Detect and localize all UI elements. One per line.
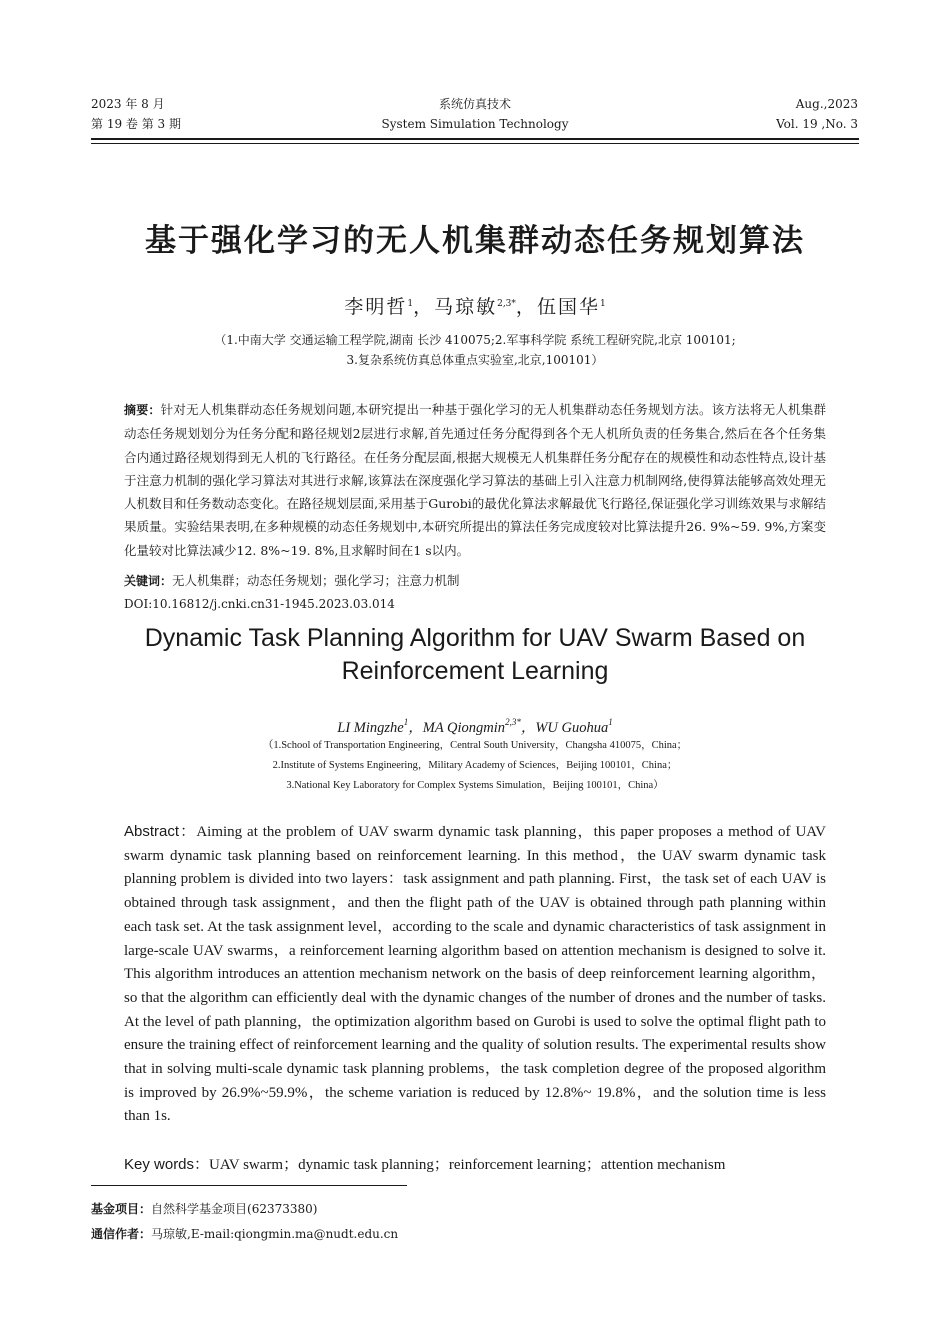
header-volume-en: Vol. 19 ,No. 3 [776, 117, 858, 131]
paper-title-en-line: Reinforcement Learning [341, 657, 609, 685]
journal-name-en: System Simulation Technology [381, 117, 569, 131]
footnote-fund [91, 1199, 317, 1219]
author-2-cn: 马琼敏 [434, 296, 498, 318]
author-1-cn: 李明哲 [344, 296, 408, 318]
abstract-en-text: Aiming at the problem of UAV swarm dynamic task planning，this paper proposes a method of UAV swarm dynamic task planning based on reinforcement learning. In this method，the UAV swarm dynamic task planning problem is divided into two layers：task assignment and path planning. First，the task set of each UAV is obtained through task assignment，and then the flight path of the UAV is obtained through path planning within each task set. At the task assignment level，according to the scale and dynamic characteristics of task assignment in large-scale UAV swarms，a reinforcement learning algorithm based on attention mechanism is designed to solve it. This algorithm introduces an attention mechanism network on the basis of deep reinforcement learning algorithm，so that the algorithm can efficiently deal with the dynamic changes of the number of drones and the number of tasks. At the level of path planning，the optimization algorithm based on Gurobi is used to solve the optimal flight path to ensure the training effect of reinforcement learning and the quality of solution results. The experimental results show that in solving multi-scale dynamic task planning problems，the task completion degree of the proposed algorithm is improved by 26.9%~59.9%，the scheme variation is reduced by 12.8%~ 19.8%，and the solution time is less than 1s. [124, 824, 827, 1125]
affiliations-cn [100, 330, 850, 370]
paper-title-en [70, 622, 880, 688]
affiliation-cn-line: 3.复杂系统仿真总体重点实验室,北京,100101） [346, 353, 604, 367]
author-1-cn-sup: 1 [407, 299, 414, 309]
author-2-cn-sup: 2,3* [497, 299, 516, 309]
abstract-cn-label: 摘要： [124, 403, 161, 417]
keywords-en-label: Key words： [124, 1156, 210, 1173]
keywords-cn-text: 无人机集群；动态任务规划；强化学习；注意力机制 [172, 573, 460, 588]
header-rule-thin [91, 143, 859, 144]
keywords-en [124, 1153, 826, 1177]
author-3-en-sup: 1 [608, 717, 613, 727]
author-sep: ， [520, 720, 536, 736]
header-rule-thick [91, 138, 859, 140]
fund-text: 自然科学基金项目(62373380) [151, 1202, 318, 1216]
journal-name-cn: 系统仿真技术 [438, 97, 511, 111]
header-left [91, 94, 181, 134]
keywords-en-text: UAV swarm；dynamic task planning；reinforcement learning；attention mechanism [209, 1157, 726, 1173]
author-3-cn-sup: 1 [599, 299, 606, 309]
keywords-cn-label: 关键词： [124, 574, 173, 588]
author-sep: ， [408, 720, 423, 736]
author-sep: ， [413, 296, 435, 318]
paper-title-cn: 基于强化学习的无人机集群动态任务规划算法 [145, 223, 805, 259]
author-3-en: WU Guohua [535, 720, 609, 736]
affiliation-en-line: （1.School of Transportation Engineering，Central South University，Changsha 410075，China； [262, 740, 688, 751]
doi: DOI:10.16812/j.cnki.cn31-1945.2023.03.014 [124, 597, 395, 611]
author-2-en-sup: 2,3* [505, 717, 521, 727]
affiliation-en-line: 3.National Key Laboratory for Complex Systems Simulation，Beijing 100101，China） [286, 780, 664, 791]
paper-title-en-line: Dynamic Task Planning Algorithm for UAV Swarm Based on [144, 624, 806, 652]
keywords-cn [124, 570, 826, 592]
affiliation-cn-line: （1.中南大学 交通运输工程学院,湖南 长沙 410075;2.军事科学院 系统工程研究院,北京 100101; [214, 333, 736, 347]
header-date-en: Aug.,2023 [795, 97, 858, 111]
corresponding-label: 通信作者： [91, 1227, 152, 1241]
authors-en [100, 711, 850, 739]
author-sep: ， [515, 296, 537, 318]
abstract-cn [124, 398, 826, 562]
author-2-en: MA Qiongmin [422, 720, 506, 736]
header-volume-cn: 第 19 卷 第 3 期 [91, 117, 181, 131]
footnote-rule [91, 1185, 407, 1186]
header-date: 2023 年 8 月 [91, 97, 165, 111]
abstract-en [124, 820, 826, 1129]
authors-cn [100, 290, 850, 321]
header-right [776, 94, 858, 134]
abstract-en-label: Abstract： [124, 823, 197, 840]
affiliations-en [100, 736, 850, 796]
footnote-corresponding [91, 1224, 398, 1244]
fund-label: 基金项目： [91, 1202, 152, 1216]
abstract-cn-text: 针对无人机集群动态任务规划问题,本研究提出一种基于强化学习的无人机集群动态任务规划方法。该方法将无人机集群动态任务规划划分为任务分配和路径规划2层进行求解,首先通过任务分配得到各个无人机所负责的任务集合,然后在各个任务集合内通过路径规划得到无人机的飞行路径。在任务分配层面,根据大规模无人机集群任务分配存在的规模性和动态性特点,设计基于注意力机制的强化学习算法对其进行求解,该算法在深度强化学习算法的基础上引入注意力机制网络,使得算法能够高效处理无人机数目和任务数动态变化。在路径规划层面,采用基于Gurobi的最优化算法求解最优飞行路径,保证强化学习训练效果与求解结果质量。实验结果表明,在多种规模的动态任务规划中,本研究所提出的算法任务完成度较对比算法提升26. 9%~59. 9%,方案变化量较对比算法减少12. 8%~19. 8%,且求解时间在1 s以内。 [124, 402, 826, 558]
author-1-en: LI Mingzhe [337, 720, 404, 736]
affiliation-en-line: 2.Institute of Systems Engineering，Military Academy of Sciences，Beijing 100101，China； [272, 760, 678, 771]
header-center [300, 94, 650, 134]
corresponding-text: 马琼敏,E-mail:qiongmin.ma@nudt.edu.cn [151, 1227, 399, 1241]
author-3-cn: 伍国华 [536, 296, 600, 318]
author-1-en-sup: 1 [403, 717, 409, 727]
